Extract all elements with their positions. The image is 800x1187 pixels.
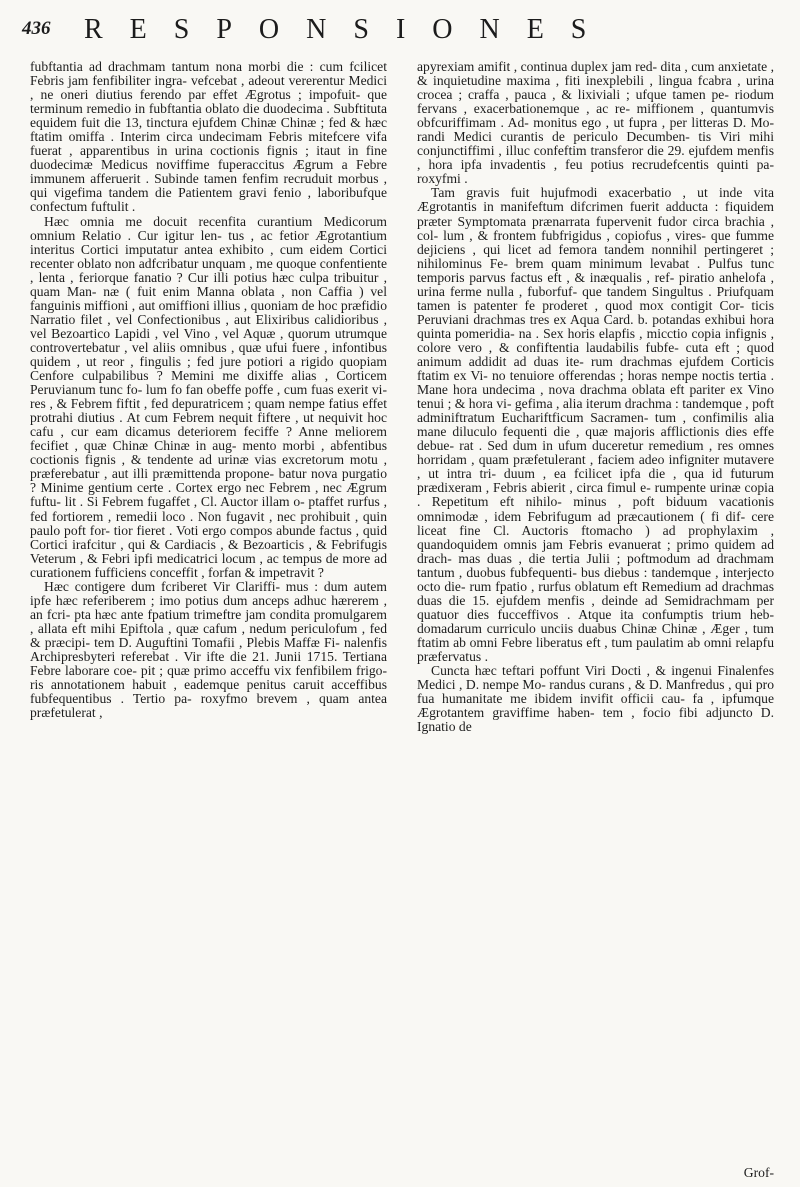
left-column [30,60,387,1172]
text-columns [30,60,774,1172]
paragraph: Cuncta hæc teftari poffunt Viri Docti , & ingenui Finalenfes Medici , D. nempe Mo- randus curans , & D. Manfredus , qui pro fua humanitate me ibidem invifit officii cau- fa , ipfumque Ægrotantem graviffime haben- tem , focio fibi adjuncto D. Ignatio de [417,663,774,735]
paragraph: Hæc omnia me docuit recenfita curantium Medicorum omnium Relatio . Cur igitur len- tus , ac fetior Ægrotantium interitus Cortici imputatur antea exhibito , cum eidem Cortici recenter oblato non adfcribatur unquam , me quoque confentiente , lenta , feriorque fanatio ? Cur illi potius hæc culpa tribuitur , quam Man- næ ( fuit enim Manna oblata , non Caffia ) vel fanguinis miffioni , aut omiffioni illius , quoniam de hoc præfidio Narratio filet , vel Confectionibus , aut Elixiribus calidioribus , vel Bezoartico Lapidi , vel Vino , vel Aquæ , quorum utrumque controvertebatur , vel aliis omnibus , quæ ufui fuere , infontibus quidem , ut reor , fingulis ; fed jure potiori a rigido quopiam Cenfore culpabilibus ? Memini me dixiffe alias , Corticem Peruvianum tunc fo- lum fo fan obeffe poffe , cum fuas exerit vi- res , & Febrem fiftit , fed depuratricem ; quam nempe fatius effet protrahi diutius . At cum Febrem nequit fiftere , ut nequivit hoc cafu , cur eam dicamus deteriorem feciffe ? Anne meliorem fecifiet , quæ Chinæ Chinæ in aug- mento morbi , abfentibus coctionis fignis , & tendente ad urinæ vias excretorum motu , præferebatur , aut illi præmittenda propone- batur nova purgatio ? Minime gentium certe . Cortex ergo nec Febrem , nec Ægrum fuftu- lit . Si Febrem fugaffet , Cl. Auctor illam o- ptaffet rurfus , fed fortiorem , remedii loco . Non fugavit , nec prohibuit , quin paulo poft for- tior fieret . Voti ergo compos abunde factus , quid Cortici irafcitur , qui & Cardiacis , & Bezoarticis , & Febrifugis Veterum , & Febri ipfi medicatrici locum , ac tempus de more ad curationem fufficiens conceffit , forfan & impetravit ? [30,213,387,580]
paragraph: apyrexiam amifit , continua duplex jam red- dita , cum anxietate , & inquietudine maxima , fiti inexplebili , lingua fcabra , urina crocea ; craffa , pauca , & lixiviali ; ufque tamen pe- riodum fervans , exacerbationemque , ac re- miffionem , quantumvis obfcuriffimam . Ad- monitus ego , ut fupra , per litteras D. Mo- randi Medici curantis de periculo Decumben- tis Viri mihi conjunctiffimi , illuc confeftim transferor die 29. ejufdem menfis , hora ipfa invadentis , feu potius recrudefcentis quinti pa- roxyfmi . [417,60,774,187]
paragraph: fubftantia ad drachmam tantum nona morbi die : cum fcilicet Febris jam fenfibiliter ingra- vefcebat , adeout vererentur Medici , ne oneri diutius ferendo par effet Ægrotus ; impofuit- que terminum remedio in fubftantia oblato die duodecima . Subftituta equidem fuit die 13, tinctura ejufdem Chinæ Chinæ ; fed & hæc ftatim omiffa . Interim circa undecimam Febris mitefcere vifa fuerat , apparentibus in urina coctionis fignis ; itaut in fine duodecimæ Medicus noviffime fuperaccitus Ægrum a Febre immunem afferuerit . Subinde tamen fenfim recruduit morbus , qui vigefima tandem die Patientem gravi fenio , laboribufque confectum fuftulit . [30,60,387,215]
catchword: Grof- [743,1165,774,1180]
paragraph: Hæc contigere dum fcriberet Vir Clariffi- mus : dum autem ipfe hæc referiberem ; imo potius dum anceps adhuc hærerem , an fcri- pta hæc ante fpatium trimeftre jam condita promulgarem , allata eft mihi Epiftola , quæ cafum , nedum periculofum , fed & præcipi- tem D. Auguftini Tomafii , Plebis Maffæ Fi- nalenfis Archipresbyteri referebat . Vir ifte die 21. Junii 1715. Tertiana Febre laborare coe- pit ; quæ primo acceffu vix fenfibilem frigo- ris annotationem habuit , eademque penitus caruit acceffibus fubfequentibus . Tertio pa- roxyfmo brevem , quam antea præfetulerat , [30,578,387,721]
page-number: 436 [22,18,51,39]
right-column [417,60,774,1172]
running-head: RESPONSIONES [84,14,614,45]
paragraph: Tam gravis fuit hujufmodi exacerbatio , ut inde vita Ægrotantis in manifeftum difcrimen fuerit adducta : fiquidem præter Symptomata prænarrata fupervenit fudor circa brachia , col- lum , & frontem fubfrigidus , copiofus , vires- que fumme dejiciens , qui licet ad femora tandem nonnihil pertingeret ; nihilominus Fe- brem quam minimum levabat . Pulfus tunc temporis parvus factus eft , & inæqualis , ref- piratio anhelofa , urina ferme nulla , fuborfuf- que tandem Singultus . Priufquam tamen is patenter fe proderet , quod mox contigit Cor- ticis Peruviani drachmas tres ex Aqua Card. b. potandas exhibui hora quinta pomeridia- na . Sex horis elapfis , micctio copia infignis , colore vero , & confiftentia laudabilis fubfe- cuta eft ; quod animum addidit ad duas ite- rum drachmas ejufdem Corticis ftatim ex Vi- no tenuiore offerendas ; horas nempe noctis tertia . Mane hora undecima , nova drachma oblata eft pariter ex Vino tenui ; & hora vi- gefima , alia iterum drachma : tandemque , poft adminiftratum Euchariftficum Sacramen- tum , confimilis alia mane diluculo fequenti die , quæ majoris afflictionis dies effe debue- rat . Sed dum in ufum duceretur remedium , res omnes horridam , quam præfetulerant , faciem adeo infigniter mutavere , ut intra tri- duum , ea fcilicet ipfa die , qua id futurum prædixeram , Febris abierit , circa fimul e- rumpente urinæ copia . Repetitum eft nihilo- minus , poft biduum vacationis omnimodæ , idem Febrifugum ad præcautionem ( fi dif- cere liceat fine Cl. Auctoris ftomacho ) ad prophylaxim , quandoquidem omnis jam Febris evanuerat ; primo quidem ad drach- mas duas , die tertia Julii ; poftmodum ad drachmam tantum , duobus fubfequenti- bus diebus : tandemque , interjecto octo die- rum fpatio , rurfus oblatum eft Remedium ad drachmas duas die 15. ejufdem menfis , deinde ad Semidrachmam per quatuor dies fucceffivos . Atque ita confumptis trium heb- domadarum curriculo unciis duabus Chinæ Chinæ , Æger , tum ftatim ab omni Febre liberatus eft , tum paulatim ab omni relapfu præfervatus . [417,185,774,664]
page-header [22,14,778,50]
